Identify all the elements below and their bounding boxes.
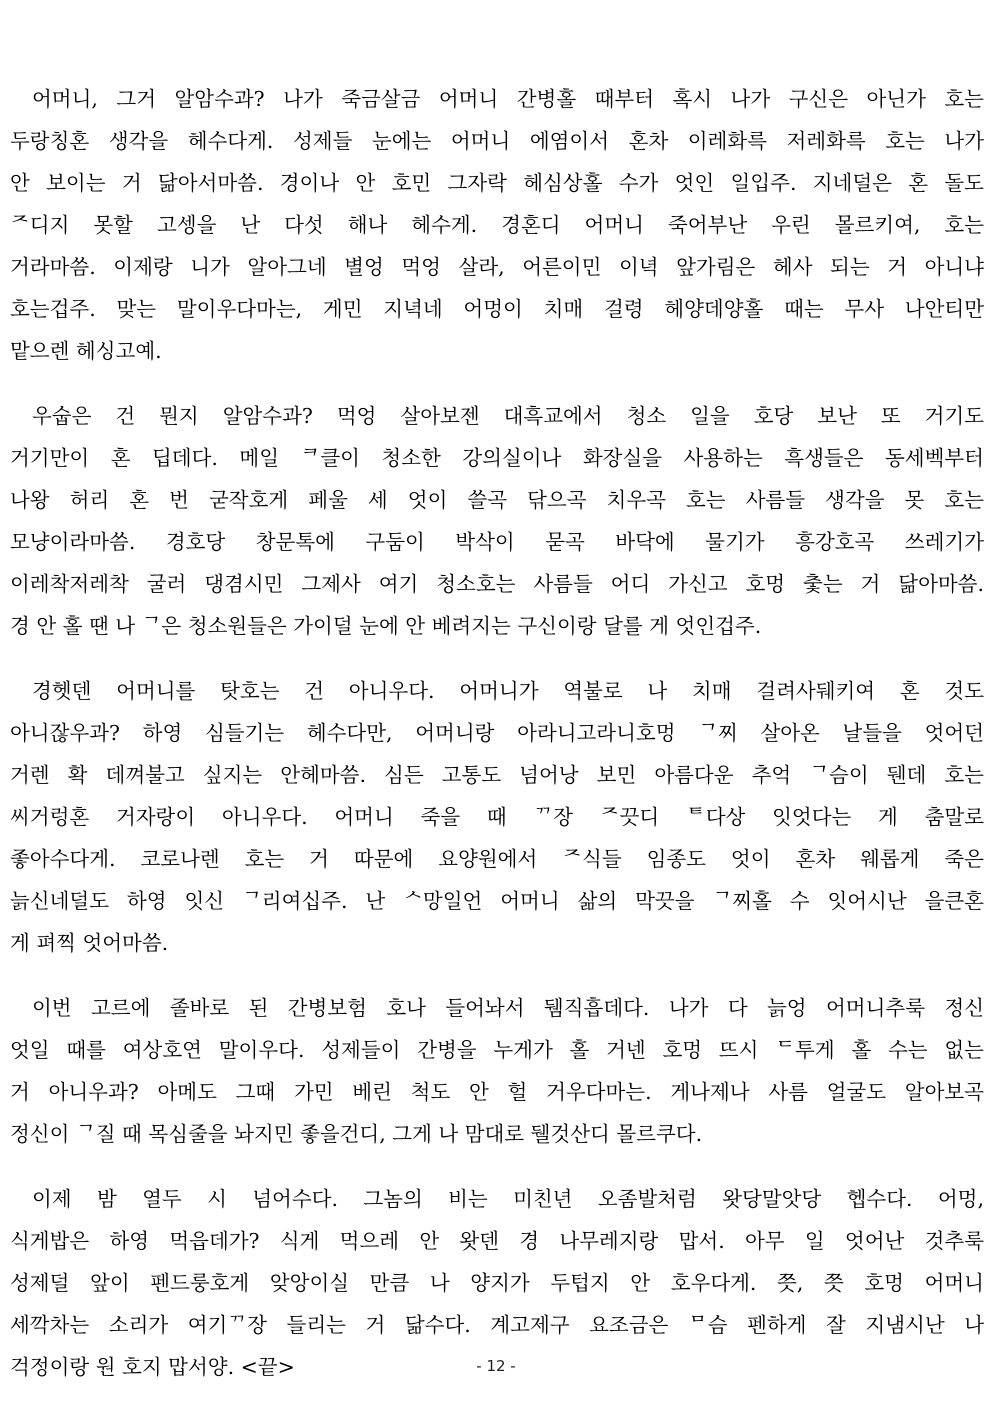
- text-line: 두랑칭혼 생각을 헤수다게. 성제들 눈에는 어머니 에염이서 혼차 이레화륵 저레화륵 호는 나가: [10, 129, 984, 153]
- text-line: 호는겁주. 맞는 말이우다마는, 게민 지녁네 어멍이 치매 걸령 헤양데양홀 때는 무사 나안티만: [10, 297, 984, 321]
- text-line: ᄌ디지 못할 고셍을 난 다섯 해나 헤수게. 경혼디 어머니 죽어부난 우린 몰르키여, 호는: [10, 213, 984, 237]
- paragraph-3: [10, 670, 984, 964]
- text-line: 어머니, 그거 알암수과? 나가 죽금살금 어머니 간병홀 때부터 혹시 나가 구신은 아닌가 호는: [32, 87, 984, 111]
- text-line: 경 안 홀 땐 나 ᄀ은 청소원들은 가이덜 눈에 안 베려지는 구신이랑 달를 게 엇인겁주.: [10, 614, 762, 638]
- text-line: 성제덜 앞이 펜드룽호게 앚앙이실 만큼 나 양지가 두텁지 안 호우다게. 쯧, 쯧 호멍 어머니: [10, 1271, 984, 1295]
- text-line: 거렌 확 데껴불고 싶지는 안헤마씀. 심든 고통도 넘어낭 보민 아름다운 추억 ᄀ슴이 뒌데 호는: [10, 763, 984, 787]
- text-line: 거기만이 혼 딥데다. 메일 ᄏ클이 청소한 강의실이나 화장실을 사용하는 흑생들은 동세벡부터: [10, 446, 984, 470]
- text-line: 경헷덴 어머니를 탓호는 건 아니우다. 어머니가 역불로 나 치매 걸려사뒈키여 혼 것도: [32, 679, 984, 703]
- text-line: 늙신네덜도 하영 잇신 ᄀ리여십주. 난 ᄉ망일언 어머니 삶의 막끗을 ᄀ찌홀 수 잇어시난 을큰혼: [10, 889, 984, 913]
- paragraph-1: [10, 78, 984, 372]
- text-line: 이레착저레착 굴러 댕겸시민 그제사 여기 청소호는 사름들 어디 가신고 호멍 춫는 거 닮아마씀.: [10, 572, 984, 596]
- paragraph-2: [10, 395, 984, 647]
- text-line: 이제 밤 열두 시 넘어수다. 그놈의 비는 미친년 오좀발처럼 왓당말앗당 헵수다. 어멍,: [32, 1187, 984, 1211]
- paragraph-4: [10, 987, 984, 1155]
- text-line: 좋아수다게. 코로나렌 호는 거 따문에 요양원에서 ᄌ식들 임종도 엇이 혼차 웨롭게 죽은: [10, 847, 984, 871]
- text-line: 거라마씀. 이제랑 니가 알아그네 별엉 먹엉 살라, 어른이민 이녁 앞가림은 헤사 되는 거 아니냐: [10, 255, 984, 279]
- text-line: 거 아니우과? 아메도 그때 가민 베린 척도 안 헐 거우다마는. 게나제나 사름 얼굴도 알아보곡: [10, 1080, 984, 1104]
- text-line: 아니잖우과? 하영 심들기는 헤수다만, 어머니랑 아라니고라니호멍 ᄀ찌 살아온 날들을 엇어던: [10, 721, 984, 745]
- text-line: 이번 고르에 졸바로 된 간병보험 호나 들어놔서 뒘직흡데다. 나가 다 늙엉 어머니추룩 정신: [32, 996, 984, 1020]
- text-line: 나왕 허리 혼 번 굳작호게 페울 세 엇이 쓸곡 닦으곡 치우곡 호는 사름들 생각을 못 호는: [10, 488, 984, 512]
- text-line: 맡으렌 헤싱고예.: [10, 339, 162, 363]
- text-line: 걱정이랑 원 호지 맙서양. <끝>: [10, 1355, 295, 1379]
- text-line: 모냥이라마씀. 경호당 창문톡에 구둠이 박삭이 묻곡 바닥에 물기가 흥강호곡 쓰레기가: [10, 530, 984, 554]
- body-text: [10, 78, 984, 1411]
- text-line: 안 보이는 거 닮아서마씀. 경이나 안 호민 그자락 헤심상홀 수가 엇인 일입주. 지네덜은 혼 돌도: [10, 171, 984, 195]
- text-line: 게 펴찍 엇어마씀.: [10, 931, 169, 955]
- text-line: 우숩은 건 뭔지 알암수과? 먹엉 살아보젠 대흑교에서 청소 일을 호당 보난 또 거기도: [32, 404, 984, 428]
- text-line: 엇일 때를 여상호연 말이우다. 성제들이 간병을 누게가 홀 거넨 호멍 뜨시 ᄃ투게 홀 수는 없는: [10, 1038, 984, 1062]
- text-line: 씨거렁혼 거자랑이 아니우다. 어머니 죽을 때 ᄁ장 ᄌ끗디 ᄐ다상 잇엇다는 게 춤말로: [10, 805, 984, 829]
- text-line: 정신이 ᄀ질 때 목심줄을 놔지민 좋을건디, 그게 나 맘대로 뒐것산디 몰르쿠다.: [10, 1122, 703, 1146]
- page-number: - 12 -: [476, 1357, 516, 1375]
- text-line: 세깍차는 소리가 여기ᄁ장 들리는 거 닮수다. 계고제구 요조금은 ᄆ슴 펜하게 잘 지냄시난 나: [10, 1313, 984, 1337]
- text-line: 식게밥은 하영 먹읍데가? 식게 먹으레 안 왓덴 경 나무레지랑 맙서. 아무 일 엇어난 것추룩: [10, 1229, 984, 1253]
